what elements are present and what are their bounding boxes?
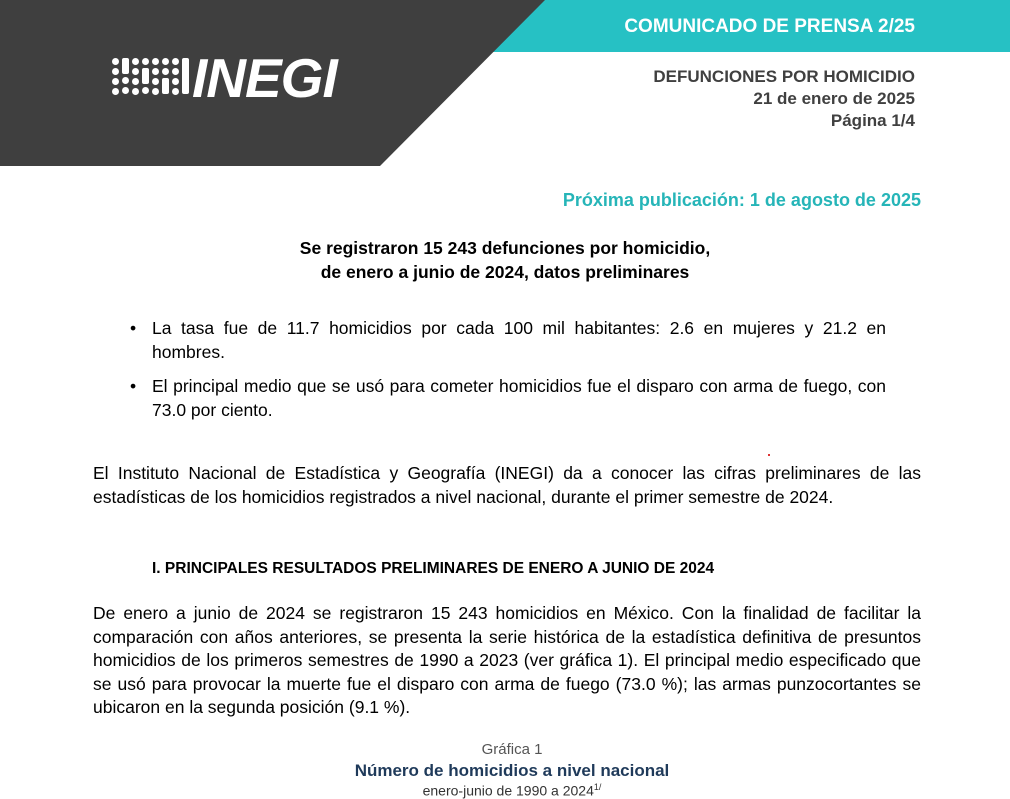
topic-title: DEFUNCIONES POR HOMICIDIO xyxy=(653,67,915,86)
page-indicator: Página 1/4 xyxy=(830,111,915,130)
headline xyxy=(0,236,1010,284)
bullet-icon: • xyxy=(130,318,137,338)
inegi-logo-text: INEGI xyxy=(192,47,337,109)
bullet-text: La tasa fue de 11.7 homicidios por cada 100 mil habitantes: 2.6 en mujeres y 21.2 en hombres. xyxy=(152,318,886,362)
next-publication: Próxima publicación: 1 de agosto de 2025 xyxy=(562,190,921,210)
inegi-logo-icon xyxy=(112,58,189,95)
footnote-mark: 1/ xyxy=(593,782,602,792)
bullet-text: El principal medio que se usó para cometer homicidios fue el disparo con arma de fuego, con 73.0 por ciento. xyxy=(152,376,886,420)
figure-number: Gráfica 1 xyxy=(481,741,543,758)
stray-mark xyxy=(768,454,770,456)
results-paragraph: De enero a junio de 2024 se registraron 15 243 homicidios en México. Con la finalidad de facilitar la comparación con años anteriores, se presenta la serie histórica de la estadística definitiva de presuntos homicidios de los primeros semestres de 1990 a 2023 (ver gráfica 1). El principal medio especificado que se usó para provocar la muerte fue el disparo con arma de fuego (73.0 %); las armas punzocortantes se ubicaron en la segunda posición (9.1 %). xyxy=(93,603,921,717)
figure-subtitle-text: enero-junio de 1990 a 2024 xyxy=(422,782,594,799)
headline-line-2: de enero a junio de 2024, datos preliminares xyxy=(320,262,690,282)
list-item xyxy=(130,374,886,422)
figure-title: Número de homicidios a nivel nacional xyxy=(354,761,670,780)
bullet-icon: • xyxy=(130,376,137,396)
release-date: 21 de enero de 2025 xyxy=(753,89,915,108)
header-info xyxy=(653,66,915,132)
key-points-list xyxy=(130,316,886,432)
intro-paragraph: El Instituto Nacional de Estadística y Geografía (INEGI) da a conocer las cifras preliminares de las estadísticas de los homicidios registrados a nivel nacional, durante el primer semestre de 2024. xyxy=(93,463,921,507)
press-release-label: COMUNICADO DE PRENSA 2/25 xyxy=(624,16,915,37)
headline-line-1: Se registraron 15 243 defunciones por homicidio, xyxy=(299,238,711,258)
figure-subtitle xyxy=(0,782,1010,799)
section-heading: I. PRINCIPALES RESULTADOS PRELIMINARES DE ENERO A JUNIO DE 2024 xyxy=(152,560,715,577)
list-item xyxy=(130,316,886,364)
